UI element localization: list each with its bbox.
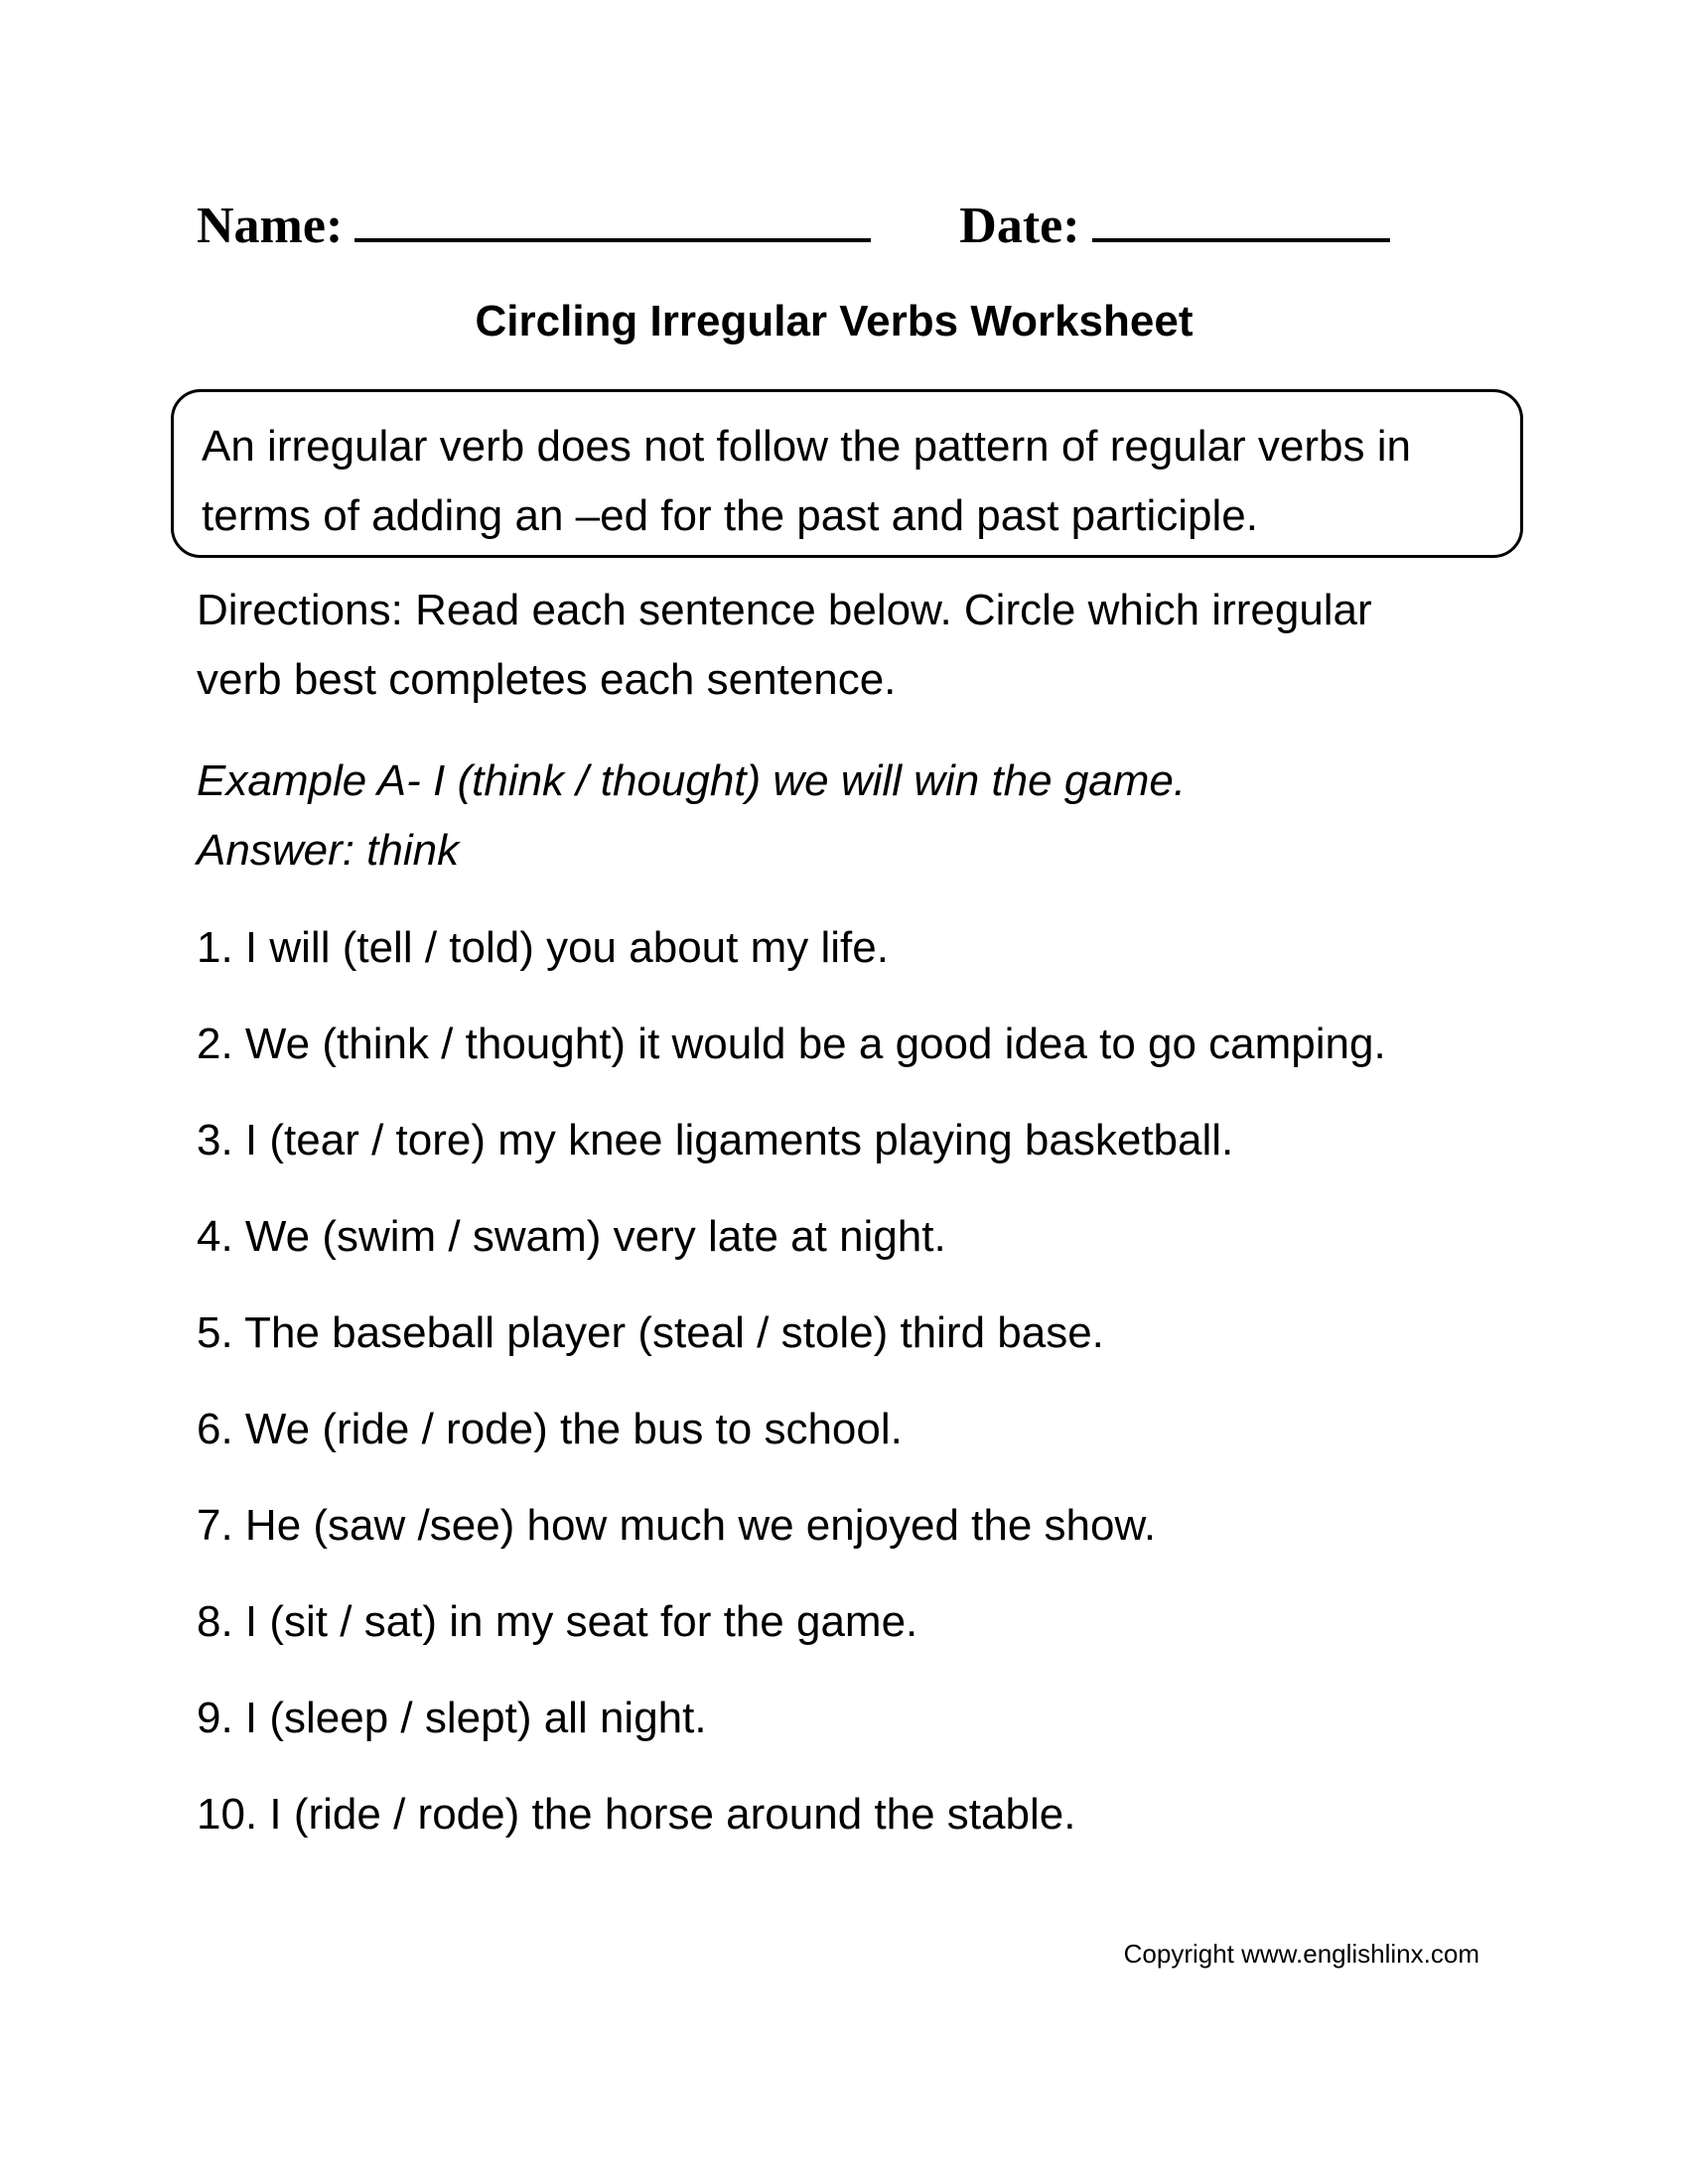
date-label: Date: xyxy=(959,198,1080,254)
question-item: 4. We (swim / swam) very late at night. xyxy=(197,1212,946,1261)
question-item: 3. I (tear / tore) my knee ligaments playing basketball. xyxy=(197,1116,1234,1164)
name-field xyxy=(197,195,871,258)
copyright-notice: Copyright www.englishlinx.com xyxy=(1123,1939,1479,1969)
directions-line-1: Directions: Read each sentence below. Circle which irregular xyxy=(197,586,1372,634)
date-field xyxy=(959,195,1389,258)
example xyxy=(197,747,1186,886)
question-item: 6. We (ride / rode) the bus to school. xyxy=(197,1405,903,1453)
name-blank xyxy=(354,199,871,242)
definition-box xyxy=(171,389,1523,558)
question-item: 7. He (saw /see) how much we enjoyed the show. xyxy=(197,1501,1157,1550)
question-item: 5. The baseball player (steal / stole) third base. xyxy=(197,1308,1104,1357)
worksheet-title: Circling Irregular Verbs Worksheet xyxy=(475,297,1194,345)
question-item: 10. I (ride / rode) the horse around the stable. xyxy=(197,1790,1076,1839)
question-list xyxy=(197,913,1386,1876)
directions-line-2: verb best completes each sentence. xyxy=(197,655,897,704)
name-label: Name: xyxy=(197,198,344,254)
definition-line-2: terms of adding an –ed for the past and past participle. xyxy=(202,491,1258,540)
question-item: 2. We (think / thought) it would be a good idea to go camping. xyxy=(197,1020,1386,1068)
question-item: 8. I (sit / sat) in my seat for the game. xyxy=(197,1597,918,1646)
example-line: Example A- I (think / thought) we will win the game. xyxy=(197,756,1187,805)
name-date-line xyxy=(197,195,1388,258)
directions xyxy=(197,576,1372,715)
question-item: 1. I will (tell / told) you about my life. xyxy=(197,923,889,972)
date-blank xyxy=(1092,199,1390,242)
example-answer: Answer: think xyxy=(197,826,460,875)
question-item: 9. I (sleep / slept) all night. xyxy=(197,1694,707,1742)
definition-line-1: An irregular verb does not follow the pattern of regular verbs in xyxy=(202,422,1411,471)
